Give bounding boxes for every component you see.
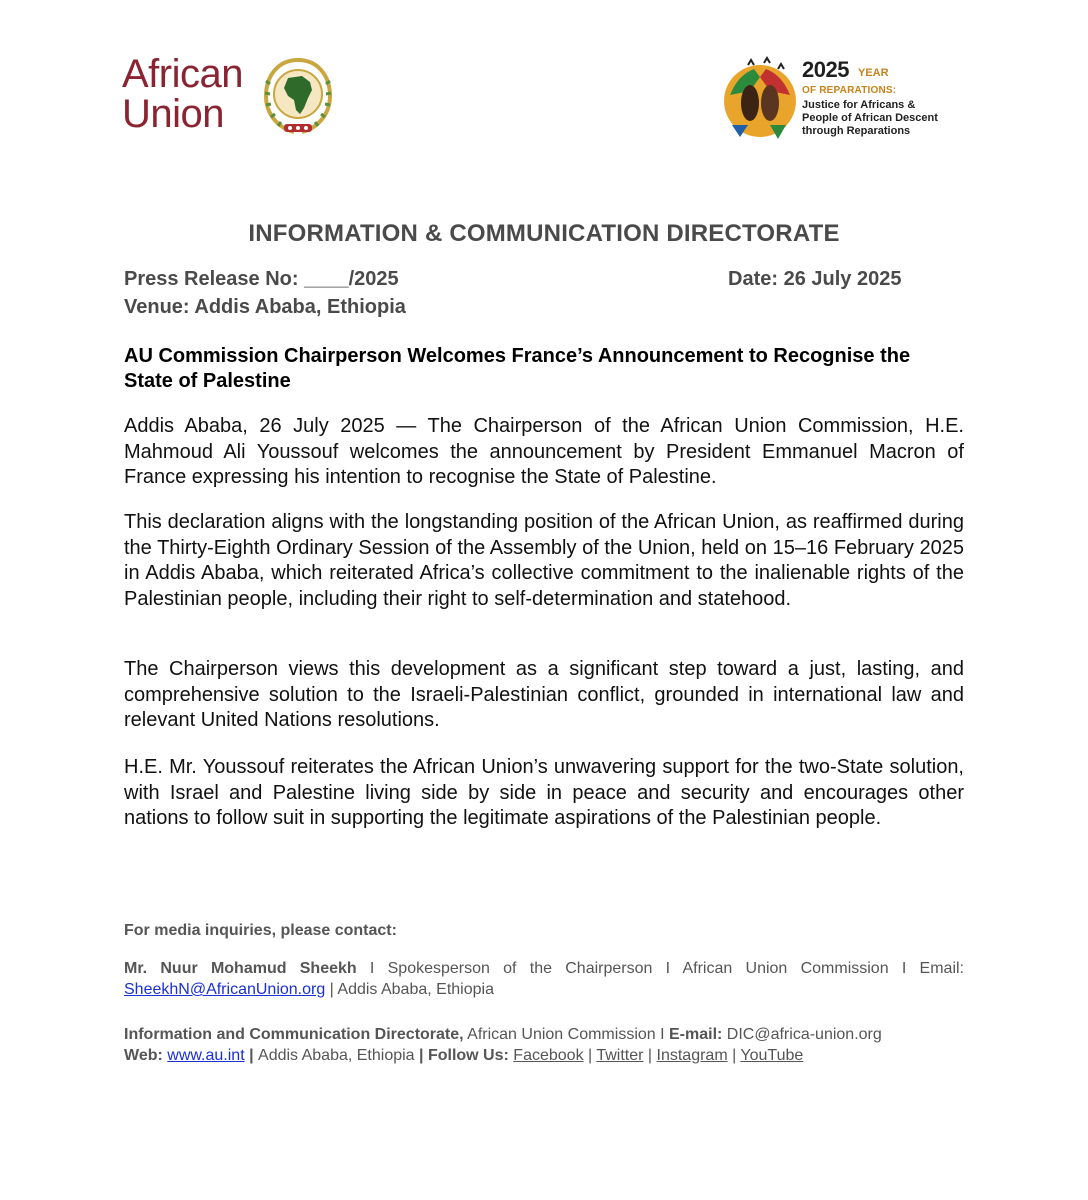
year-number: 2025	[802, 57, 849, 82]
directorate-title: INFORMATION & COMMUNICATION DIRECTORATE	[248, 220, 840, 247]
spokesperson-name: Mr. Nuur Mohamud Sheekh	[124, 960, 357, 977]
directorate-org: African Union Commission I	[463, 1026, 669, 1043]
au-emblem-icon	[258, 54, 338, 138]
paragraph-2: This declaration aligns with the longstanding position of the African Union, as reaffirmed during the Thirty-Eighth Ordinary Session of the Assembly of the Union, held on 15–16 February 2025 in Addis Ababa, which reiterated Africa’s collective commitment to the inalienable rights of the Palestinian people, including their right to self-determination and statehood.	[124, 511, 964, 610]
spokesperson-contact	[124, 958, 964, 1000]
press-release-number: Press Release No: ____/2025	[124, 268, 399, 290]
website-link[interactable]: www.au.int	[167, 1047, 245, 1064]
follow-us-label: Follow Us:	[427, 1047, 509, 1064]
twitter-link[interactable]: Twitter	[596, 1047, 644, 1064]
au-logo-word-african: African	[122, 52, 243, 96]
year-word: YEAR	[858, 67, 889, 79]
email-label: E-mail:	[669, 1026, 723, 1043]
directorate-location: Addis Ababa, Ethiopia	[258, 1047, 415, 1064]
release-venue: Venue: Addis Ababa, Ethiopia	[124, 296, 406, 318]
directorate-name: Information and Communication Directorate,	[124, 1026, 464, 1043]
year-of-reparations-logo	[720, 55, 980, 150]
spokesperson-role: I Spokesperson of the Chairperson I African Union Commission I Email:	[356, 960, 965, 977]
media-inquiries-heading: For media inquiries, please contact:	[124, 922, 397, 939]
of-reparations: OF REPARATIONS:	[802, 85, 897, 96]
directorate-email: DIC@africa-union.org	[722, 1026, 882, 1043]
headline: AU Commission Chairperson Welcomes France’s Announcement to Recognise the State of Palestine	[124, 345, 911, 392]
separator-2: |	[414, 1047, 428, 1064]
release-date: Date: 26 July 2025	[728, 268, 902, 290]
facebook-link[interactable]: Facebook	[513, 1047, 584, 1064]
spokesperson-email-link[interactable]: SheekhN@AfricanUnion.org	[124, 981, 326, 998]
au-logo-word-union: Union	[122, 92, 225, 136]
paragraph-3: The Chairperson views this development as a significant step toward a just, lasting, and comprehensive solution to the Israeli-Palestinian conflict, grounded in international law and relevant United Nations resolutions.	[124, 658, 964, 731]
reparations-subtitle-1: Justice for Africans &	[802, 99, 916, 111]
reparations-subtitle-3: through Reparations	[802, 125, 911, 137]
separator-1: |	[244, 1047, 259, 1064]
youtube-link[interactable]: YouTube	[740, 1047, 804, 1064]
reparations-subtitle-2: People of African Descent	[802, 112, 938, 124]
web-label: Web:	[124, 1047, 163, 1064]
spokesperson-location: | Addis Ababa, Ethiopia	[325, 981, 494, 998]
directorate-contact: Information and Communication Directorate, African Union Commission I E-mail: DIC@africa-union.org Web: www.au.int | Addis Ababa, Ethiopia | Follow Us: Facebook | Twitter | Instagram | YouTube	[124, 1026, 882, 1064]
paragraph-1: Addis Ababa, 26 July 2025 — The Chairperson of the African Union Commission, H.E. Mahmoud Ali Youssouf welcomes the announcement by President Emmanuel Macron of France expressing his intention to recognise the State of Palestine.	[124, 415, 964, 488]
paragraph-4: H.E. Mr. Youssouf reiterates the African Union’s unwavering support for the two-State solution, with Israel and Palestine living side by side in peace and security and encourages other nations to follow suit in supporting the legitimate aspirations of the Palestinian people.	[124, 756, 964, 829]
reparations-emblem-icon	[720, 55, 798, 143]
instagram-link[interactable]: Instagram	[656, 1047, 728, 1064]
african-union-logo	[118, 52, 348, 142]
